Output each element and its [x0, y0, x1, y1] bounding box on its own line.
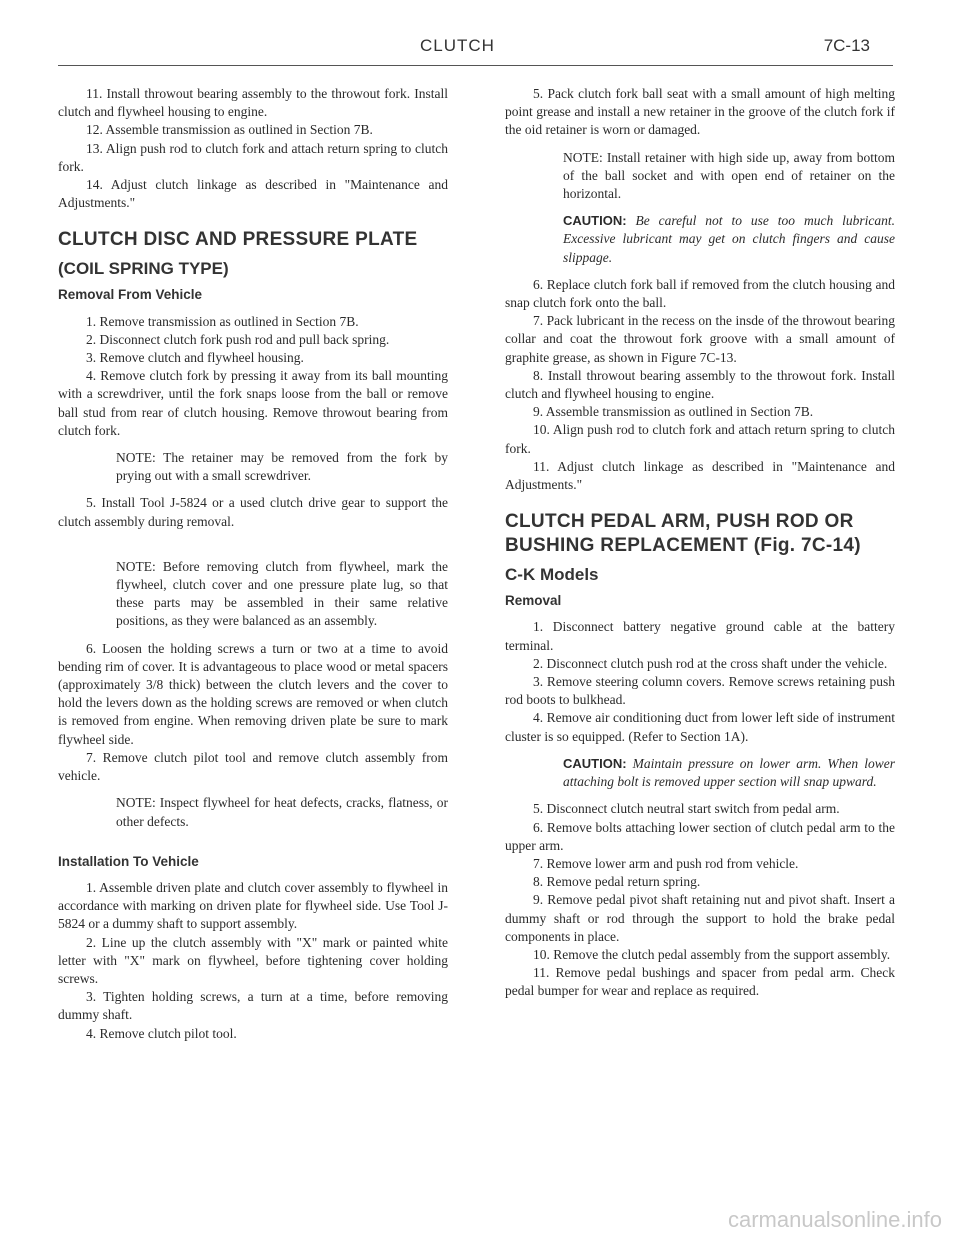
installation-heading: Installation To Vehicle: [58, 853, 199, 869]
removal-step-5: 5. Install Tool J-5824 or a used clutch drive gear to support the clutch assembly during removal.: [58, 495, 448, 529]
caution-lubricant: [563, 212, 895, 267]
note-retainer: NOTE: The retainer may be removed from the fork by prying out with a small screwdriver.: [116, 450, 448, 484]
install-step-3: 3. Tighten holding screws, a turn at a time, before removing dummy shaft.: [58, 989, 448, 1023]
note-install-retainer: NOTE: Install retainer with high side up, away from bottom of the ball socket and with open end of retainer on the horizontal.: [563, 149, 895, 202]
section-title-clutch-disc: CLUTCH DISC AND PRESSURE PLATE: [58, 229, 418, 251]
step-11: 11. Install throwout bearing assembly to the throwout fork. Install clutch and flywheel housing to engine.: [58, 86, 448, 120]
caution-label: CAUTION:: [563, 755, 627, 771]
page-number: 7C-13: [823, 36, 870, 55]
watermark: carmanualsonline.info: [727, 1207, 942, 1232]
note-mark-flywheel: NOTE: Before removing clutch from flywheel, mark the flywheel, clutch cover and one pressure plate lug, so that these parts may be assembled in their same relative positions, as they were balanced as an assembly.: [116, 558, 448, 629]
pedal-step-8: 8. Remove pedal return spring.: [533, 874, 701, 890]
step-12: 12. Assemble transmission as outlined in Section 7B.: [86, 122, 373, 138]
install-step-2: 2. Line up the clutch assembly with "X" mark or painted white letter with "X" mark on flywheel, before tightening cover holding screws.: [58, 934, 448, 986]
pedal-step-1: 1. Disconnect battery negative ground cable at the battery terminal.: [505, 619, 895, 653]
caution-lower-arm: [563, 755, 895, 791]
pedal-step-9: 9. Remove pedal pivot shaft retaining nut and pivot shaft. Insert a dummy shaft or rod through the support to hold the brake pedal components in place.: [505, 892, 895, 944]
install-step-1: 1. Assemble driven plate and clutch cover assembly to flywheel in accordance with marking on driven plate for flywheel side. Use Tool J-5824 or a dummy shaft to support assembly.: [58, 879, 448, 932]
section-subtitle-coil-spring: (COIL SPRING TYPE): [58, 259, 229, 279]
pedal-step-4: 4. Remove air conditioning duct from lower left side of instrument cluster is so equipped. (Refer to Section 1A).: [505, 710, 895, 744]
header-rule: [58, 65, 893, 66]
install-step-7: 7. Pack lubricant in the recess on the insde of the throwout bearing collar and coat the throwout fork groove with a small amount of graphite grease, as shown in Figure 7C-13.: [505, 313, 895, 365]
removal-step-1: 1. Remove transmission as outlined in Section 7B.: [86, 313, 359, 329]
section-title-pedal-arm: CLUTCH PEDAL ARM, PUSH ROD OR BUSHING REPLACEMENT (Fig. 7C-14): [505, 511, 861, 557]
models-heading: C-K Models: [505, 565, 599, 585]
install-step-5: 5. Pack clutch fork ball seat with a small amount of high melting point grease and install a new retainer in the groove of the clutch fork if the oid retainer is worn or damaged.: [505, 86, 895, 138]
install-step-10: 10. Align push rod to clutch fork and attach return spring to clutch fork.: [505, 422, 895, 456]
install-step-6: 6. Replace clutch fork ball if removed from the clutch housing and snap clutch fork onto the ball.: [505, 276, 895, 311]
step-13: 13. Align push rod to clutch fork and attach return spring to clutch fork.: [58, 140, 448, 174]
pedal-step-10: 10. Remove the clutch pedal assembly from the support assembly.: [533, 946, 891, 962]
pedal-removal-heading: Removal: [505, 593, 562, 609]
caution-text: Be careful not to use too much lubricant. Excessive lubricant may get on clutch fingers and cause slippage.: [563, 213, 895, 265]
pedal-step-11: 11. Remove pedal bushings and spacer from pedal arm. Check pedal bumper for wear and replace as required.: [505, 965, 895, 999]
left-column: [58, 85, 448, 1043]
caution-label: CAUTION:: [563, 213, 627, 229]
removal-step-7: 7. Remove clutch pilot tool and remove clutch assembly from vehicle.: [58, 749, 448, 784]
removal-step-4: 4. Remove clutch fork by pressing it away from its ball mounting with a screwdriver, until the fork snaps loose from the ball or remove ball stud from rear of clutch housing. Remove throwout bearing from clutch fork.: [58, 368, 448, 438]
spacer: [58, 531, 448, 549]
step-14: 14. Adjust clutch linkage as described in "Maintenance and Adjustments.": [58, 177, 448, 211]
note-inspect-flywheel: NOTE: Inspect flywheel for heat defects, cracks, flatness, or other defects.: [116, 795, 448, 829]
right-column: [505, 85, 895, 1001]
pedal-step-2: 2. Disconnect clutch push rod at the cross shaft under the vehicle.: [533, 655, 888, 671]
pedal-step-7: 7. Remove lower arm and push rod from vehicle.: [533, 855, 799, 871]
page-title: CLUTCH: [420, 36, 495, 55]
install-step-4: 4. Remove clutch pilot tool.: [86, 1025, 237, 1041]
caution-text: Maintain pressure on lower arm. When lower attaching bolt is removed upper section will snap upward.: [563, 755, 895, 790]
removal-step-6: 6. Loosen the holding screws a turn or two at a time to avoid bending rim of cover. It is advantageous to place wood or metal spacers (approximately 3/8 thick) between the clutch levers and the cover to hold the levers down as the holding screws are removed or when clutch is removed from engine. When removing driven plate be sure to mark flywheel side.: [58, 640, 448, 747]
install-step-11: 11. Adjust clutch linkage as described in "Maintenance and Adjustments.": [505, 458, 895, 493]
pedal-step-3: 3. Remove steering column covers. Remove screws retaining push rod boots to bulkhead.: [505, 674, 895, 708]
install-step-9: 9. Assemble transmission as outlined in Section 7B.: [533, 404, 814, 420]
removal-heading: Removal From Vehicle: [58, 287, 203, 303]
removal-step-2: 2. Disconnect clutch fork push rod and pull back spring.: [86, 331, 390, 347]
install-step-8: 8. Install throwout bearing assembly to the throwout fork. Install clutch and flywheel housing to engine.: [505, 367, 895, 402]
page-header: [0, 36, 960, 66]
removal-step-3: 3. Remove clutch and flywheel housing.: [86, 350, 304, 366]
pedal-step-5: 5. Disconnect clutch neutral start switch from pedal arm.: [533, 801, 840, 817]
pedal-step-6: 6. Remove bolts attaching lower section of clutch pedal arm to the upper arm.: [505, 819, 895, 853]
